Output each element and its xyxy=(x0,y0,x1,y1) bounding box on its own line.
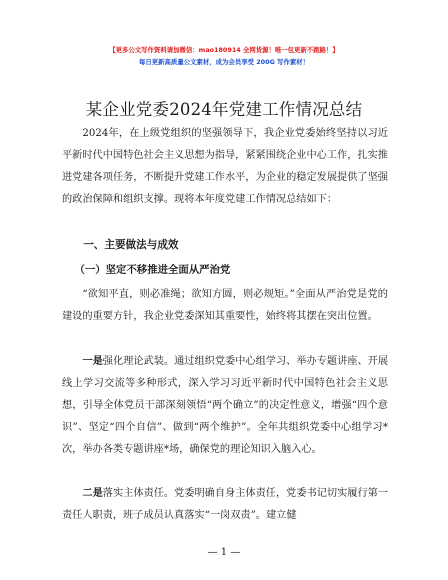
quote-paragraph: “欲知平直，则必准绳；欲知方圆，则必规矩。”全面从严治党是党的建设的重要方针，我企业党委深知其重要性，始终将其摆在突出位置。 xyxy=(62,289,388,322)
item-2-paragraph xyxy=(62,483,388,527)
quote-block xyxy=(62,284,388,328)
subsection-heading: （一）坚定不移推进全面从严治党 xyxy=(74,264,231,276)
intro-block xyxy=(62,123,388,211)
section-1-block xyxy=(62,233,388,257)
item-1-text: 强化理论武装。通过组织党委中心组学习、举办专题讲座、开展线上学习交流等多种形式，深入学习习近平新时代中国特色社会主义思想，引导全体党员干部深刻领悟“两个确立”的决定性意义，增强“四个意识”、坚定“四个自信”、做到“两个维护”。全年共组织党委中心组学习*次，举办各类专题讲座*场，确保党的理论知识入脑入心。 xyxy=(62,356,389,455)
section-heading: 一、主要做法与成效 xyxy=(83,239,179,251)
document-title: 某企业党委2024年党建工作情况总结 xyxy=(85,100,363,119)
item-1-lead: 一是 xyxy=(82,356,103,367)
item-2-lead: 二是 xyxy=(82,488,103,499)
promo-banner-line-2: 每日更新高质量公文素材，成为会员享受 200G 写作素材！ xyxy=(138,58,310,66)
item-1-paragraph xyxy=(62,351,388,461)
page-number: — 1 — xyxy=(207,547,241,558)
item-2-block xyxy=(62,483,388,527)
subsection-1-block xyxy=(62,258,388,282)
item-2-text: 落实主体责任。党委明确自身主体责任，党委书记切实履行第一责任人职责，班子成员认真落实“一岗双责”。建立健 xyxy=(62,488,389,521)
promo-banner-line-1: 【更多公文写作资料请加微信：mao180914 全网货源！唯一包更新不跑路！】 xyxy=(109,46,339,54)
intro-paragraph: 2024年，在上级党组织的坚强领导下，我企业党委始终坚持以习近平新时代中国特色社会主义思想为指导，紧紧围绕企业中心工作，扎实推进党建各项任务，不断提升党建工作水平，为企业的稳定发展提供了坚强的政治保障和组织支撑。现将本年度党建工作情况总结如下： xyxy=(62,128,388,205)
item-1-block xyxy=(62,351,388,461)
